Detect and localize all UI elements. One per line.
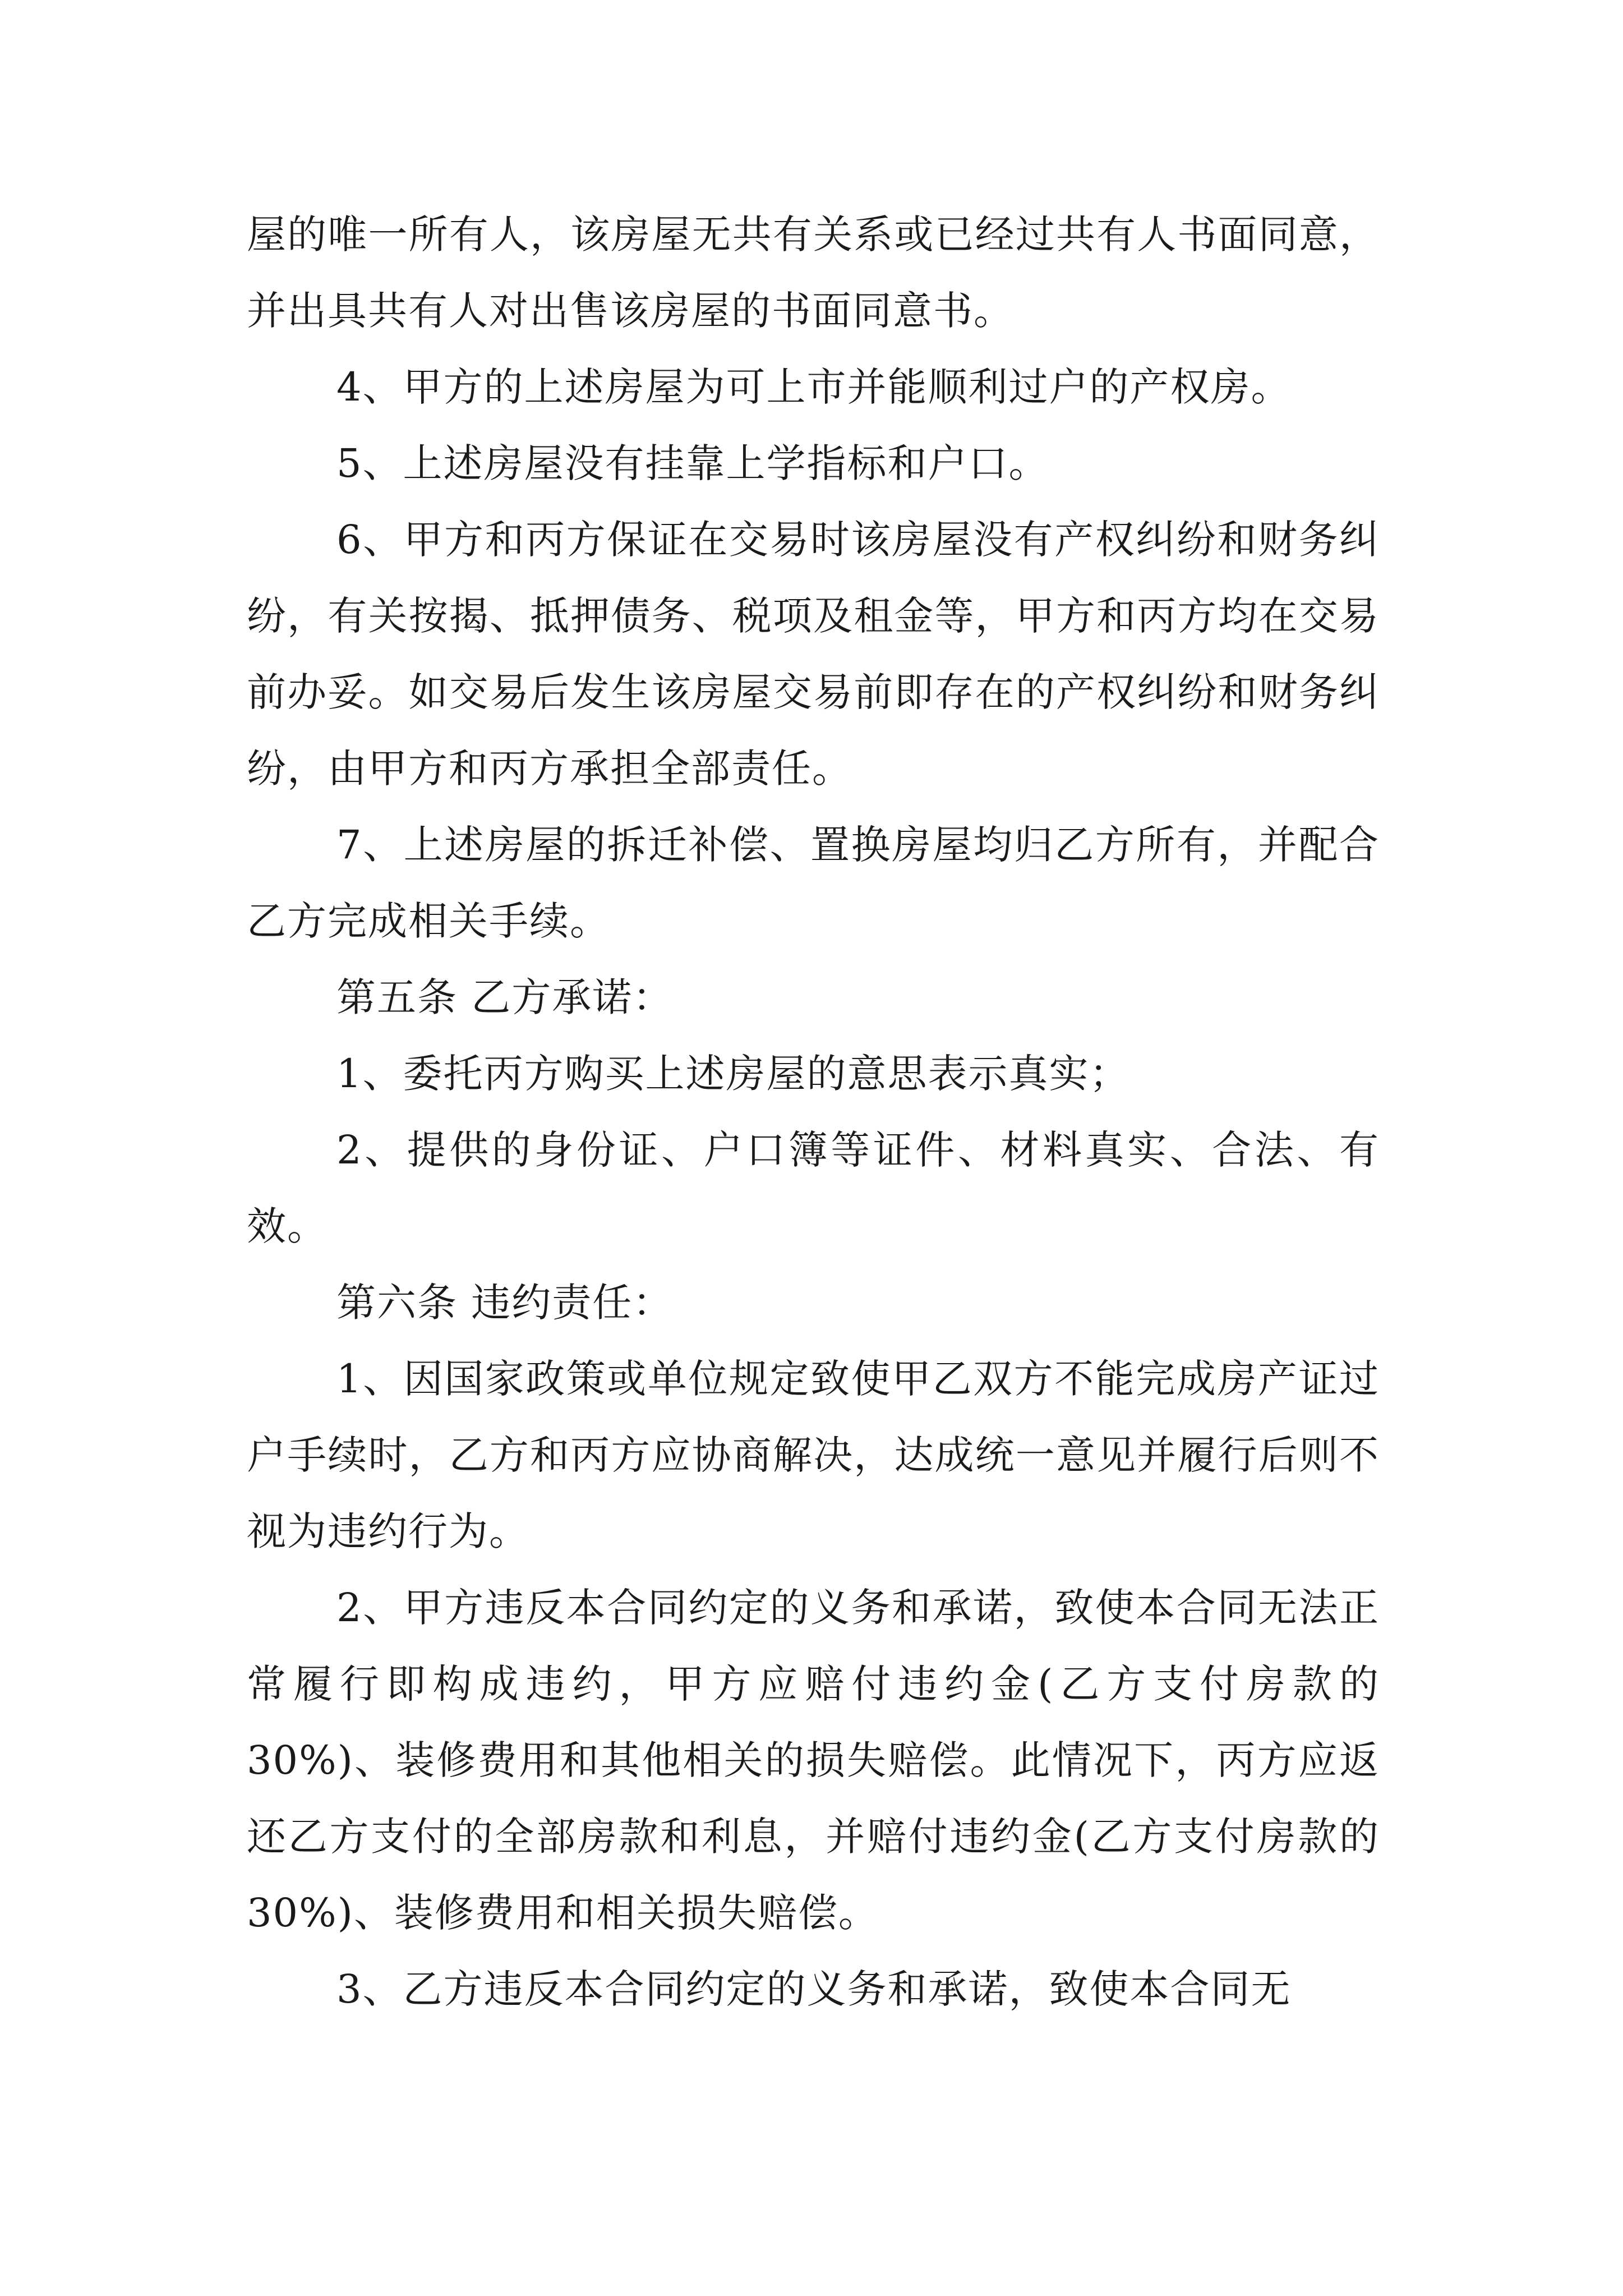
paragraph-ownership-continued: 屋的唯一所有人，该房屋无共有关系或已经过共有人书面同意，并出具共有人对出售该房屋的书面同意书。 (247, 211, 1380, 334)
paragraph-article-6-item-1: 1、因国家政策或单位规定致使甲乙双方不能完成房产证过户手续时，乙方和丙方应协商解决，达成统一意见并履行后则不视为违约行为。 (247, 1356, 1380, 1554)
document-body (247, 196, 1380, 2027)
paragraph-article-5-item-2: 2、提供的身份证、户口簿等证件、材料真实、合法、有效。 (247, 1127, 1380, 1249)
heading-article-5: 第五条 乙方承诺： (336, 974, 674, 1020)
paragraph-clause-5: 5、上述房屋没有挂靠上学指标和户口。 (336, 440, 1049, 486)
paragraph-clause-7: 7、上述房屋的拆迁补偿、置换房屋均归乙方所有，并配合乙方完成相关手续。 (247, 822, 1380, 944)
paragraph-article-5-item-1: 1、委托丙方购买上述房屋的意思表示真实； (336, 1051, 1130, 1097)
heading-article-6: 第六条 违约责任： (336, 1280, 674, 1326)
paragraph-clause-4: 4、甲方的上述房屋为可上市并能顺利过户的产权房。 (336, 364, 1292, 410)
paragraph-clause-6: 6、甲方和丙方保证在交易时该房屋没有产权纠纷和财务纠纷，有关按揭、抵押债务、税项及租金等，甲方和丙方均在交易前办妥。如交易后发生该房屋交易前即存在的产权纠纷和财务纠纷，由甲方和丙方承担全部责任。 (247, 517, 1380, 792)
paragraph-article-6-item-2: 2、甲方违反本合同约定的义务和承诺，致使本合同无法正常履行即构成违约，甲方应赔付违约金(乙方支付房款的 30%)、装修费用和其他相关的损失赔偿。此情况下，丙方应返还乙方支付的全部房款和利息，并赔付违约金(乙方支付房款的 30%)、装修费用和相关损失赔偿。 (247, 1585, 1380, 1936)
paragraph-article-6-item-3: 3、乙方违反本合同约定的义务和承诺，致使本合同无 (336, 1966, 1292, 2012)
